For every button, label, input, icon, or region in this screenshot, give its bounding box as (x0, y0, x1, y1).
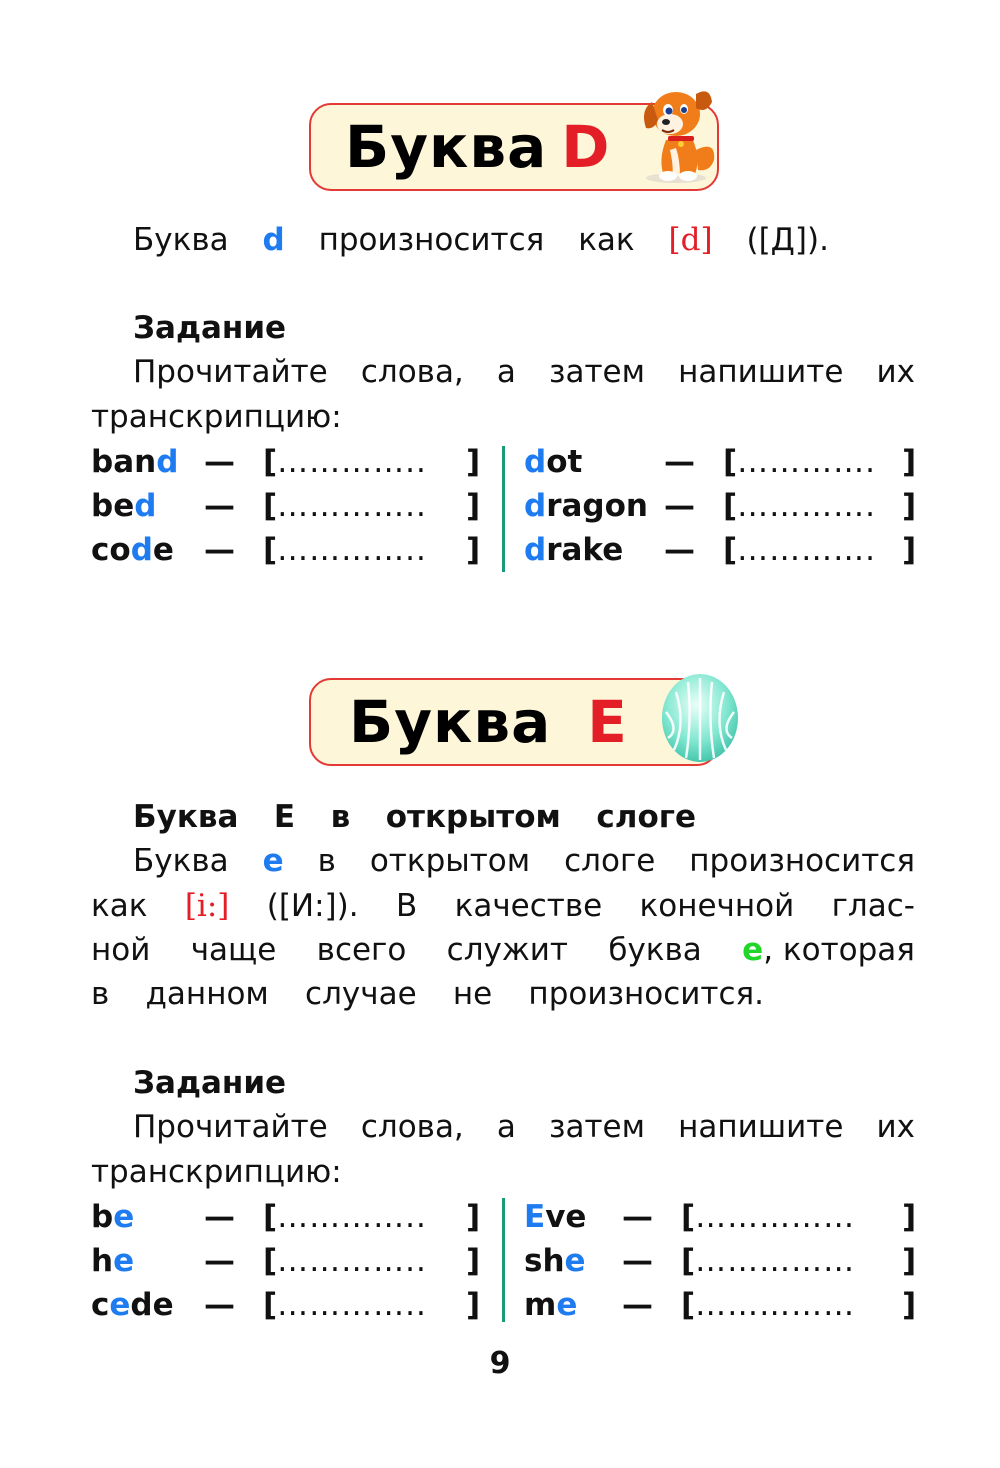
sound-d: [d] (668, 222, 713, 258)
word: code (91, 532, 174, 568)
word: dot (524, 444, 583, 480)
intro-d: Буква d произносится как [d] ([Д]). (133, 218, 829, 262)
task-line-e-2: транскрипцию: (91, 1154, 342, 1190)
sound-e: [i:] (184, 888, 230, 924)
para-e-line-2: как [i:] ([И:]). В качестве конечной глас- (91, 884, 915, 928)
para-e-line-4: в данном случае не произносится. (91, 976, 764, 1012)
task-line-e-1: Прочитайте слова, а затем напишите их (133, 1109, 915, 1145)
para-e-line-1: Буква e в открытом слоге произносится (133, 839, 915, 883)
word: dragon (524, 488, 648, 524)
title-d: Буква D (345, 113, 611, 181)
para-e-line-3: ной чаще всего служит буква e, которая (91, 932, 915, 968)
highlight-letter-d: d (262, 222, 285, 258)
word: be (91, 1199, 135, 1235)
task-line-d-2: транскрипцию: (91, 399, 342, 435)
highlight-letter-e: e (262, 843, 284, 879)
task-heading-e: Задание (133, 1065, 287, 1101)
title-letter-e: E (587, 688, 628, 756)
word: she (524, 1243, 586, 1279)
word: cede (91, 1287, 174, 1323)
word: he (91, 1243, 135, 1279)
title-e: Буква E (349, 688, 628, 756)
subheading-e: Буква E в открытом слоге (133, 799, 696, 835)
divider-e (502, 1198, 505, 1322)
page-number: 9 (489, 1346, 511, 1381)
word: band (91, 444, 179, 480)
task-heading-d: Задание (133, 310, 287, 346)
egg-illustration (658, 668, 742, 764)
divider-d (502, 446, 505, 572)
word: Eve (524, 1199, 587, 1235)
puppy-illustration (636, 80, 722, 184)
word: bed (91, 488, 157, 524)
highlight-letter-e-green: e (742, 932, 764, 968)
word: drake (524, 532, 624, 568)
task-line-d-1: Прочитайте слова, а затем напишите их (133, 354, 915, 390)
word: me (524, 1287, 578, 1323)
title-letter-d: D (561, 113, 611, 181)
